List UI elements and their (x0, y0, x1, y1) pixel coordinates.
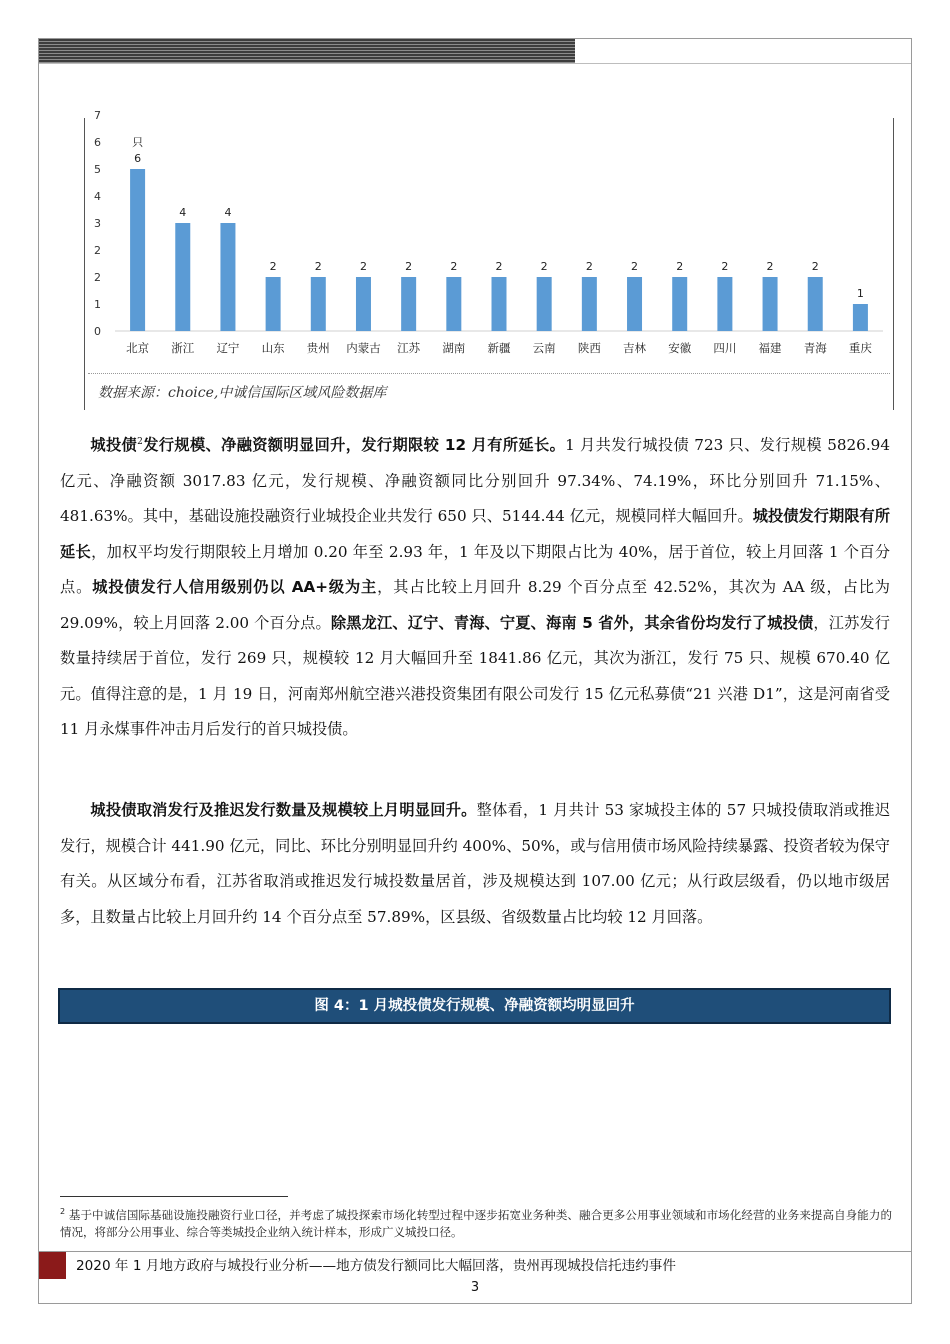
bar-重庆 (853, 304, 868, 331)
page-number: 3 (470, 1280, 480, 1295)
footnote-number: 2 (60, 1207, 66, 1216)
x-tick-label: 湖南 (442, 341, 466, 355)
header-rule (39, 63, 911, 64)
x-tick-label: 重庆 (848, 341, 872, 355)
bar-辽宁 (220, 223, 235, 331)
footer-rule (39, 1251, 911, 1252)
data-label: 1 (856, 287, 864, 300)
data-label: 2 (585, 260, 593, 273)
bar-新疆 (492, 277, 507, 331)
x-tick-label: 吉林 (623, 341, 647, 355)
paragraph-issuance (60, 428, 890, 748)
y-tick-label: 7 (94, 109, 101, 122)
body-text: 1 月共发行城投债 723 只、发行规模 5826.94 亿元、净融资额 3017.83 亿元，发行规模、净融资额同比分别回升 97.34%、74.19%，环比分别回升 71.15%、481.63%。其中，基础设施投融资行业城投企业共发行 650 只、5144.44 亿元，规模同样大幅回升。 (60, 436, 890, 525)
data-label: 4 (224, 206, 232, 219)
bar-北京 (130, 169, 145, 331)
bar-浙江 (175, 223, 190, 331)
footnote-rule (60, 1196, 288, 1197)
footnote-text: 基于中诚信国际基础设施投融资行业口径，并考虑了城投探索市场化转型过程中逐步拓宽业务种类、融合更多公用事业领域和市场化经营的业务来提高自身能力的情况，将部分公用事业、综合等类城投企业纳入统计样本，形成广义城投口径。 (60, 1207, 892, 1239)
x-tick-label: 福建 (758, 341, 782, 355)
data-label: 6 (134, 152, 142, 165)
y-tick-label: 2 (94, 244, 101, 257)
highlight-provinces: 除黑龙江、辽宁、青海、宁夏、海南 5 省外，其余省份均发行了城投债 (330, 613, 814, 632)
paragraph-cancellation (60, 793, 890, 935)
bar-陕西 (582, 277, 597, 331)
unit-label: 只 (132, 136, 144, 149)
bar-云南 (537, 277, 552, 331)
data-label: 2 (766, 260, 774, 273)
bar-青海 (808, 277, 823, 331)
x-tick-label: 江苏 (397, 341, 421, 355)
highlight-rating: 城投债发行人信用级别仍以 AA+级为主 (92, 578, 378, 596)
bar-chart-frame (84, 109, 894, 410)
bar-山东 (266, 277, 281, 331)
y-tick-label: 4 (94, 190, 101, 203)
lead-bold: 城投债 (90, 436, 138, 454)
figure-title: 图 4：1 月城投债发行规模、净融资额均明显回升 (58, 988, 891, 1024)
x-tick-label: 陕西 (577, 341, 601, 355)
y-tick-label: 6 (94, 136, 101, 149)
bar-湖南 (446, 277, 461, 331)
y-tick-label: 3 (94, 217, 101, 230)
data-label: 2 (811, 260, 819, 273)
y-tick-label: 1 (94, 298, 101, 311)
highlight-term: 城投债发行期限有所延长 (60, 507, 890, 561)
x-tick-label: 青海 (803, 341, 827, 355)
x-tick-label: 山东 (261, 341, 285, 355)
bar-江苏 (401, 277, 416, 331)
y-tick-label: 2 (94, 271, 101, 284)
data-label: 2 (631, 260, 639, 273)
data-label: 2 (676, 260, 684, 273)
data-label: 2 (314, 260, 322, 273)
footnote (60, 1203, 892, 1241)
x-tick-label: 贵州 (306, 341, 330, 355)
data-label: 2 (540, 260, 548, 273)
body-text: ，加权平均发行期限较上月增加 0.20 年至 2.93 年，1 年及以下期限占比为 40%，居于首位，较上月回落 1 个百分点。 (60, 542, 891, 596)
body-text: ，其占比较上月回升 8.29 个百分点至 42.52%，其次为 AA 级，占比为 29.09%，较上月回落 2.00 个百分点。 (60, 578, 890, 632)
footer-title: 2020 年 1 月地方政府与城投行业分析——地方债发行额同比大幅回落，贵州再现城投信托违约事件 (76, 1258, 676, 1274)
bar-内蒙古 (356, 277, 371, 331)
data-label: 2 (269, 260, 277, 273)
footer-mark (39, 1252, 66, 1279)
bar-贵州 (311, 277, 326, 331)
chart-source-divider (88, 373, 890, 374)
x-tick-label: 安徽 (668, 341, 692, 355)
lead-bold-2: 发行规模、净融资额明显回升，发行期限较 12 月有所延长。 (142, 436, 566, 454)
x-tick-label: 云南 (532, 341, 556, 355)
bar-chart (85, 109, 893, 410)
y-tick-label: 0 (94, 325, 101, 338)
x-tick-label: 新疆 (487, 341, 511, 355)
bar-安徽 (672, 277, 687, 331)
footnote-ref[interactable]: 2 (137, 436, 143, 447)
bar-四川 (717, 277, 732, 331)
lead-bold: 城投债取消发行及推迟发行数量及规模较上月明显回升。 (90, 801, 477, 819)
x-tick-label: 北京 (126, 341, 150, 355)
data-label: 2 (495, 260, 503, 273)
x-tick-label: 浙江 (171, 341, 195, 355)
data-label: 2 (359, 260, 367, 273)
bar-福建 (763, 277, 778, 331)
x-tick-label: 内蒙古 (346, 341, 381, 355)
x-tick-label: 四川 (713, 341, 737, 355)
chart-source: 数据来源：choice,中诚信国际区域风险数据库 (98, 385, 387, 401)
data-label: 4 (179, 206, 187, 219)
bar-吉林 (627, 277, 642, 331)
data-label: 2 (405, 260, 413, 273)
y-tick-label: 5 (94, 163, 101, 176)
x-tick-label: 辽宁 (216, 341, 240, 355)
header-band (39, 39, 575, 63)
body-text: 整体看，1 月共计 53 家城投主体的 57 只城投债取消或推迟发行，规模合计 441.90 亿元，同比、环比分别明显回升约 400%、50%，或与信用债市场风险持续暴露、投资者较为保守有关。从区域分布看，江苏省取消或推迟发行城投数量居首，涉及规模达到 107.00 亿元；从行政层级看，仍以地市级居多，且数量占比较上月回升约 14 个百分点至 57.89%，区县级、省级数量占比均较 12 月回落。 (60, 801, 891, 926)
data-label: 2 (721, 260, 729, 273)
data-label: 2 (450, 260, 458, 273)
body-text: ，江苏发行数量持续居于首位，发行 269 只，规模较 12 月大幅回升至 1841.86 亿元，其次为浙江，发行 75 只、规模 670.40 亿元。值得注意的是，1 月 19 日，河南郑州航空港兴港投资集团有限公司发行 15 亿元私募债“21 兴港 D1”，这是河南省受 11 月永煤事件冲击月后发行的首只城投债。 (60, 613, 890, 738)
